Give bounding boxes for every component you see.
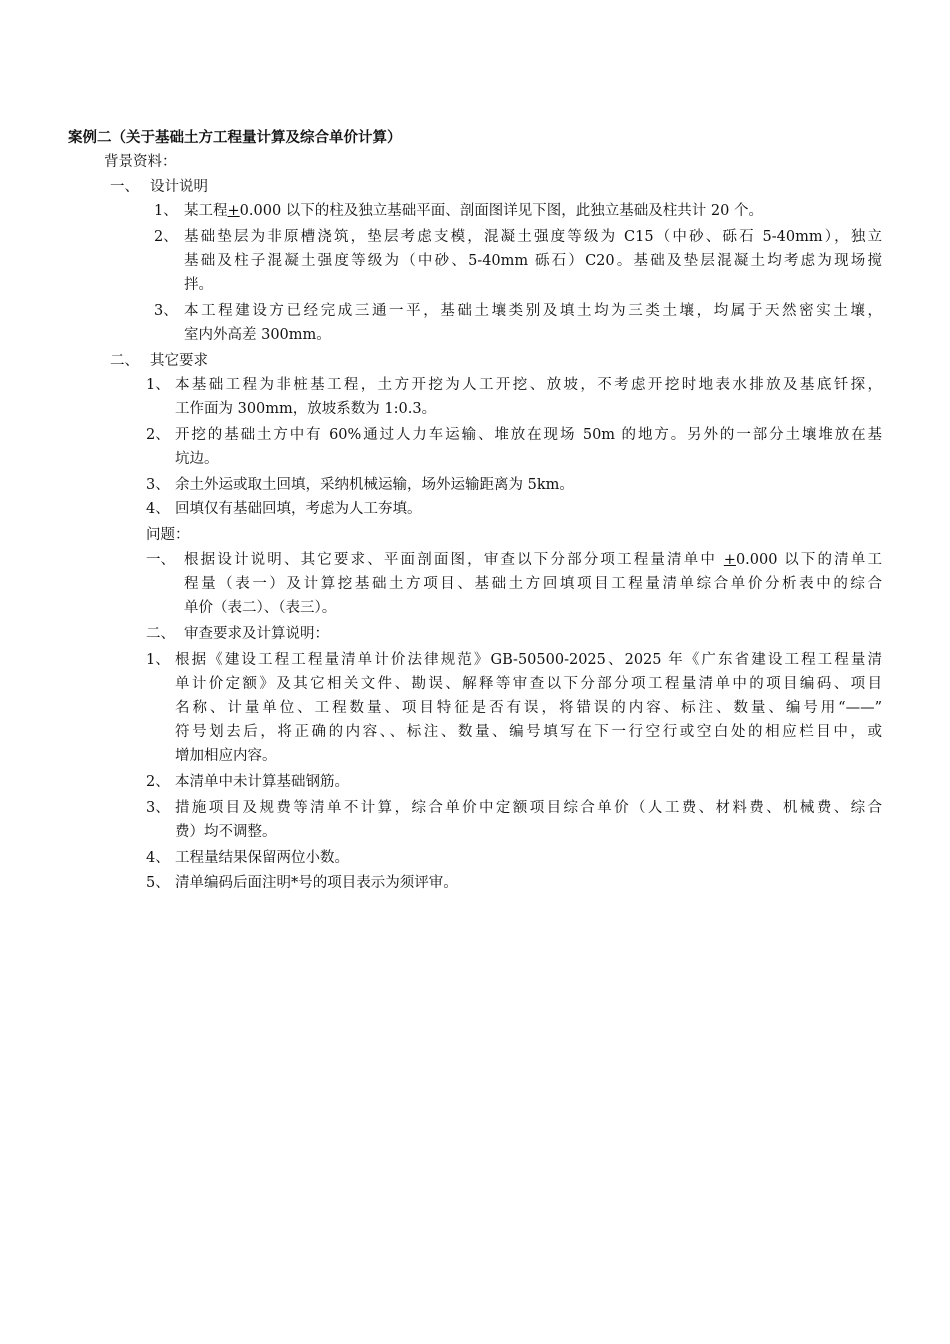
other-item-3-line-1: 余土外运或取土回填，采纳机械运输，场外运输距离为 5km。	[175, 477, 574, 493]
design-item-2-line-2: 基础及柱子混凝土强度等级为（中砂、5-40mm 砾石）C20。基础及垫层混凝土均考虑为现场搅	[184, 253, 882, 269]
other-item-1-line-1: 本基础工程为非桩基工程，土方开挖为人工开挖、放坡，不考虑开挖时地表水排放及基底钎探，	[175, 377, 882, 393]
review-item-1-line-5: 增加相应内容。	[175, 748, 277, 764]
question-1-number: 一、	[146, 552, 175, 568]
design-section-number: 一、	[110, 179, 139, 195]
design-item-2-line-3: 拌。	[184, 277, 213, 293]
review-item-2-number: 2、	[146, 774, 170, 790]
review-item-4-line-1: 工程量结果保留两位小数。	[175, 850, 349, 866]
other-section-heading: 其它要求	[150, 353, 208, 369]
design-item-1-number: 1、	[154, 203, 178, 219]
other-item-2-line-1: 开挖的基础土方中有 60%通过人力车运输、堆放在现场 50m 的地方。另外的一部分土壤堆放在基	[175, 427, 882, 443]
design-item-3-number: 3、	[154, 303, 178, 319]
review-item-1-line-4: 符号划去后，将正确的内容、、标注、数量、编号填写在下一行空行或空白处的相应栏目中，或	[175, 724, 882, 740]
design-item-2-line-1: 基础垫层为非原槽浇筑，垫层考虑支模，混凝土强度等级为 C15（中砂、砾石 5-40mm），独立	[184, 229, 882, 245]
design-section-heading: 设计说明	[150, 179, 208, 195]
review-item-3-number: 3、	[146, 800, 170, 816]
design-item-2-number: 2、	[154, 229, 178, 245]
other-item-4-number: 4、	[146, 501, 170, 517]
question-1-line-1: 根据设计说明、其它要求、平面剖面图，审查以下分部分项工程量清单中 +0.000 以下的清单工	[184, 552, 882, 568]
plus-sign: +	[227, 203, 240, 219]
question-2-line-1: 审查要求及计算说明：	[184, 626, 329, 642]
review-item-4-number: 4、	[146, 850, 170, 866]
case-title: 案例二（关于基础土方工程量计算及综合单价计算）	[68, 129, 402, 146]
review-item-1-line-3: 名称、计量单位、工程数量、项目特征是否有误，将错误的内容、标注、数量、编号用“——”	[175, 700, 882, 716]
background-label: 背景资料：	[104, 154, 177, 170]
review-item-3-line-2: 费）均不调整。	[175, 824, 277, 840]
question-1-line-3: 单价（表二）、（表三）。	[184, 600, 337, 616]
review-item-1-line-1: 根据《建设工程工程量清单计价法律规范》GB-50500-2025、2025 年《广东省建设工程工程量清	[175, 652, 882, 668]
other-item-4-line-1: 回填仅有基础回填，考虑为人工夯填。	[175, 501, 422, 517]
question-2-number: 二、	[146, 626, 175, 642]
plus-sign: +	[723, 552, 736, 568]
review-item-2-line-1: 本清单中未计算基础钢筋。	[175, 774, 349, 790]
other-item-1-number: 1、	[146, 377, 170, 393]
review-item-3-line-1: 措施项目及规费等清单不计算，综合单价中定额项目综合单价（人工费、材料费、机械费、综合	[175, 800, 882, 816]
other-section-number: 二、	[110, 353, 139, 369]
other-item-2-line-2: 坑边。	[175, 451, 219, 467]
review-item-5-line-1: 清单编码后面注明*号的项目表示为须评审。	[175, 875, 458, 891]
questions-label: 问题：	[146, 527, 190, 543]
other-item-3-number: 3、	[146, 477, 170, 493]
design-item-3-line-1: 本工程建设方已经完成三通一平，基础土壤类别及填土均为三类土壤，均属于天然密实土壤，	[184, 303, 882, 319]
review-item-5-number: 5、	[146, 875, 170, 891]
review-item-1-line-2: 单计价定额》及其它相关文件、勘误、解释等审查以下分部分项工程量清单中的项目编码、项目	[175, 676, 882, 692]
review-item-1-number: 1、	[146, 652, 170, 668]
other-item-1-line-2: 工作面为 300mm，放坡系数为 1:0.3。	[175, 401, 437, 417]
question-1-line-2: 程量（表一）及计算挖基础土方项目、基础土方回填项目工程量清单综合单价分析表中的综合	[184, 576, 882, 592]
design-item-1-text: 某工程+0.000 以下的柱及独立基础平面、剖面图详见下图，此独立基础及柱共计 20 个。	[184, 203, 763, 219]
other-item-2-number: 2、	[146, 427, 170, 443]
design-item-3-line-2: 室内外高差 300mm。	[184, 327, 331, 343]
